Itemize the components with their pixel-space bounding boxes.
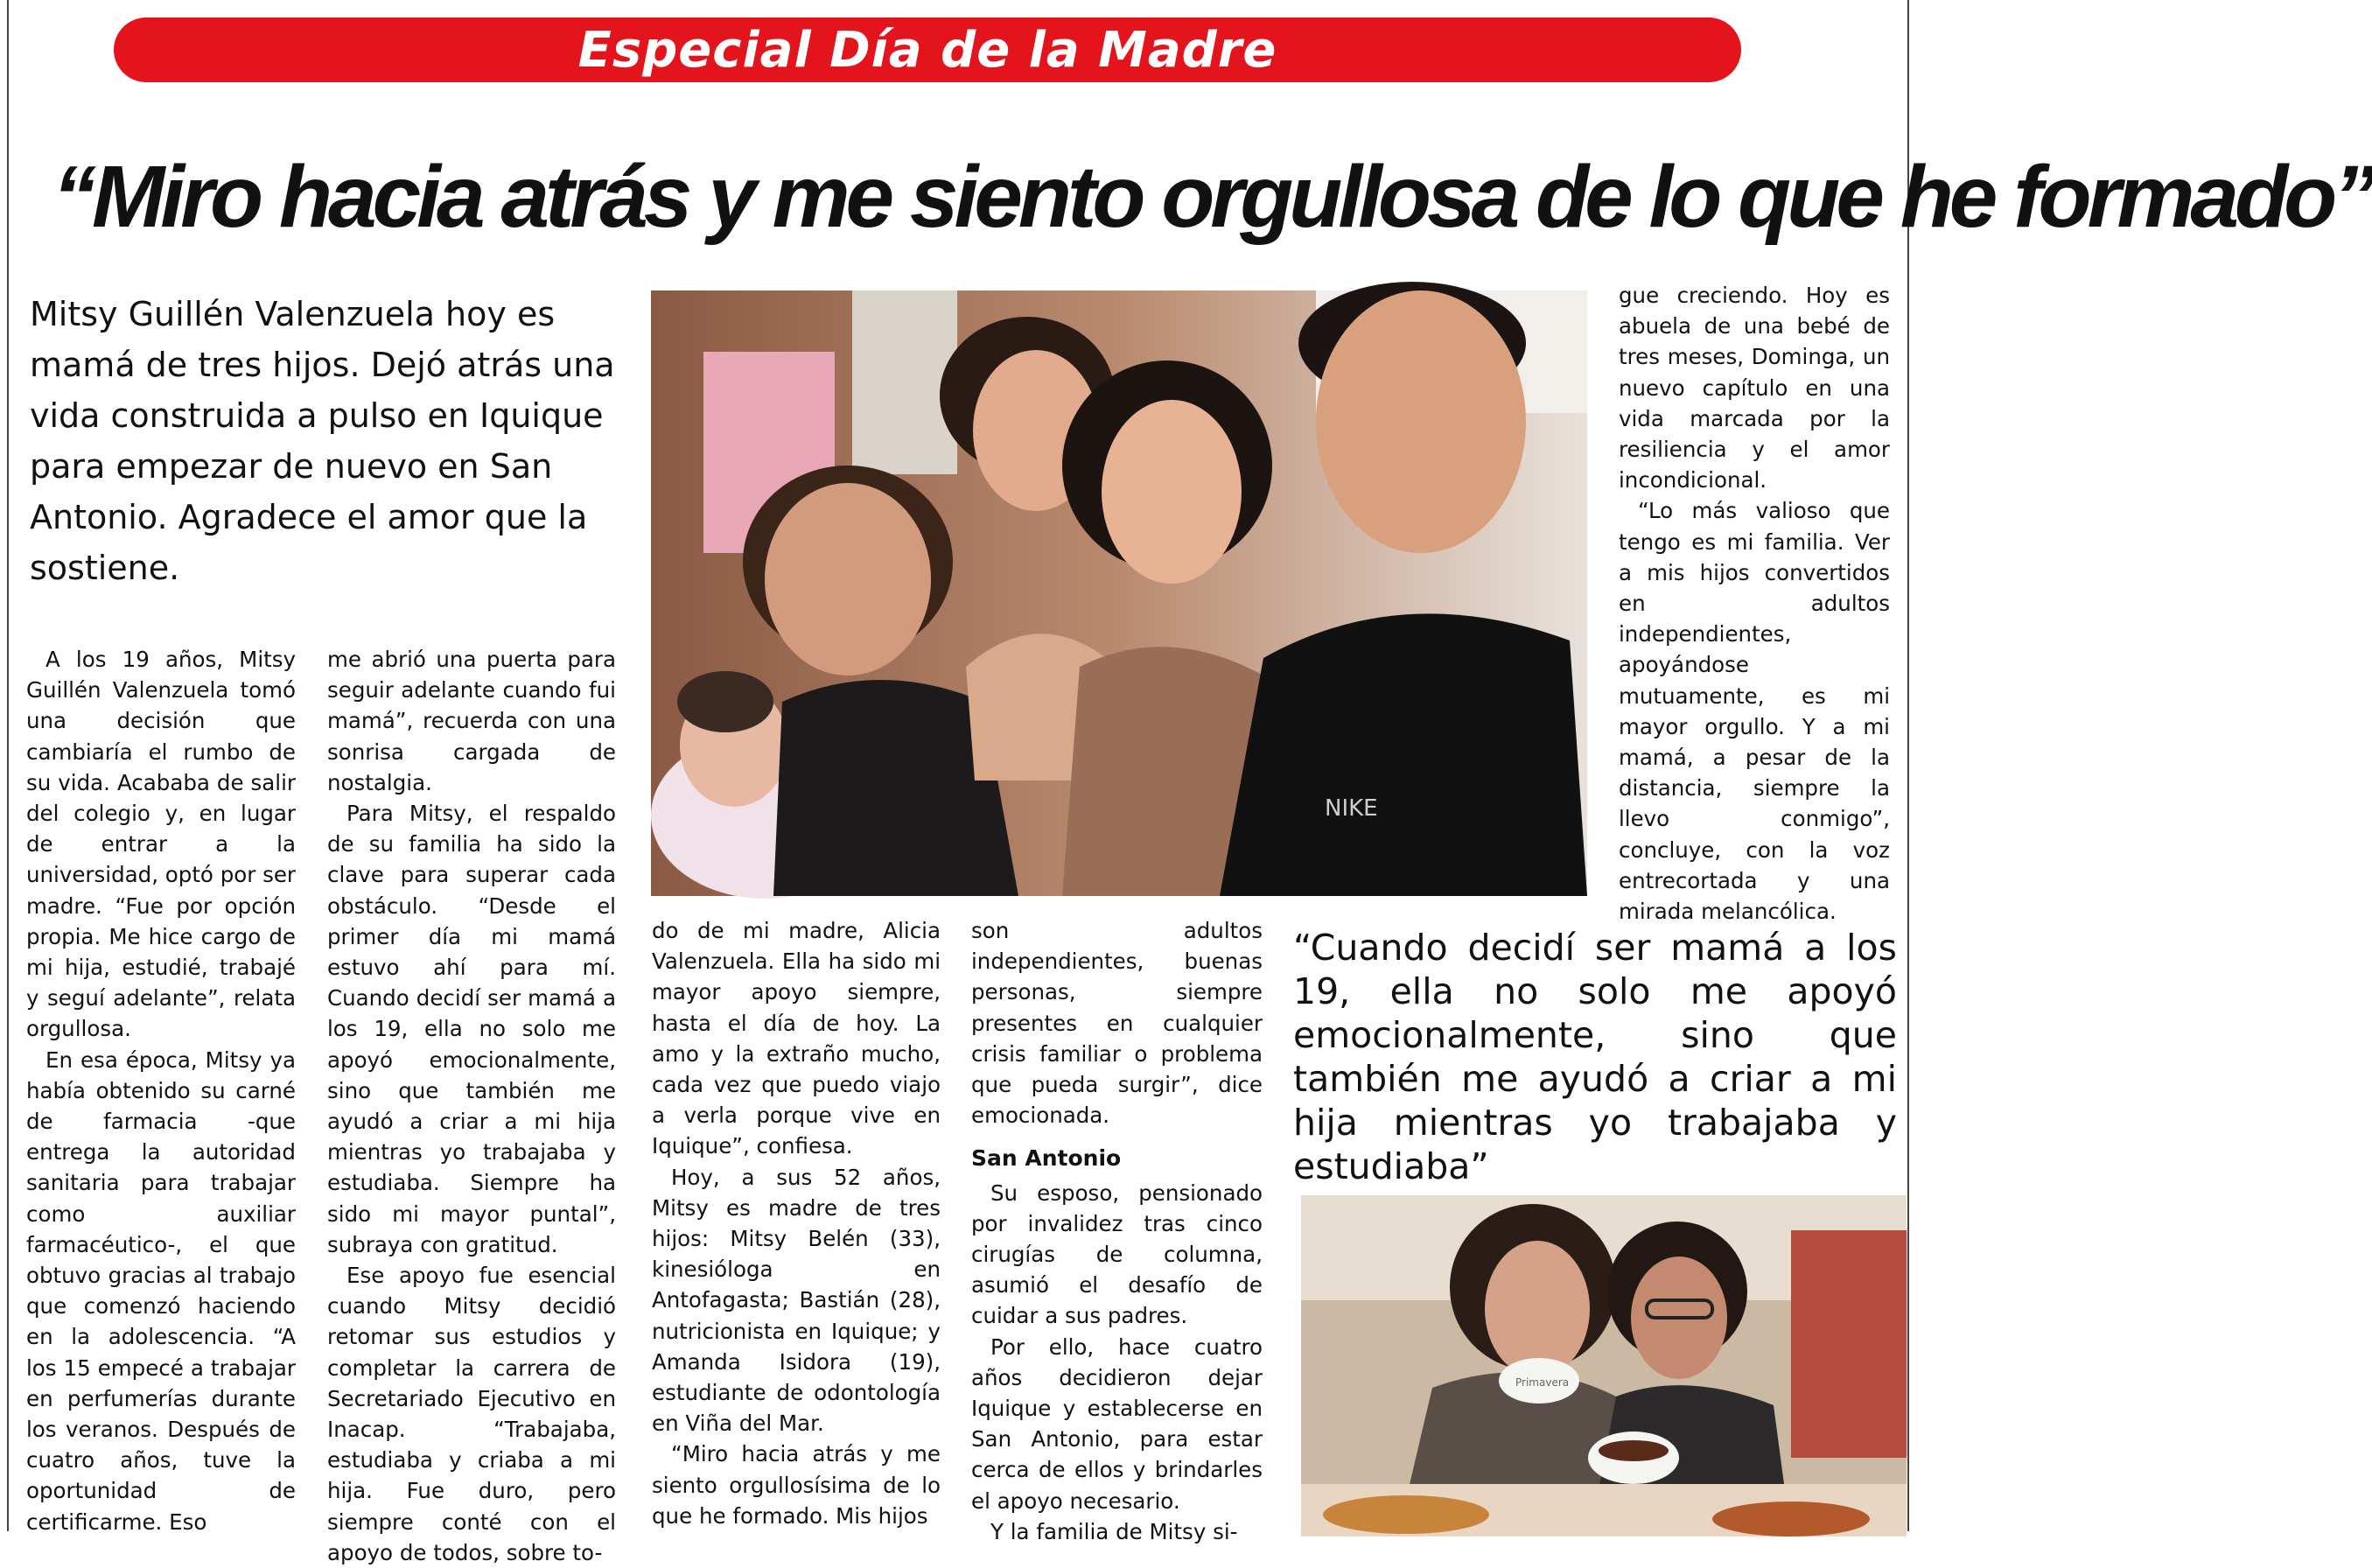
paragraph: “Lo más valioso que tengo es mi familia. Ver a mis hijos convertidos en adultos independientes, apoyándose mutuamente, es mi mayor orgullo. Y a mi mamá, a pesar de la distancia, siempre la llevo conmigo”, concluye, con la voz entrecortada y una mirada melancólica. [1619,498,1890,925]
headline: “Miro hacia atrás y me siento orgullosa de lo que he formado” [52,148,2372,246]
paragraph: Hoy, a sus 52 años, Mitsy es madre de tres hijos: Mitsy Belén (33), kinesióloga en Antofagasta; Bastián (28), nutricionista en Iquique; y Amanda Isidora (19), estudiante de odontología en Viña del Mar. [652,1164,941,1437]
family-selfie-photo [651,290,1587,896]
paragraph: “Miro hacia atrás y me siento orgullosísima de lo que he formado. Mis hijos [652,1441,941,1529]
paragraph: Para Mitsy, el respaldo de su familia ha sido la clave para superar cada obstáculo. “Desde el primer día mi mamá estuvo ahí para mí. Cuando decidí ser mamá a los 19, ella no solo me apoyó emocionalmente, sino que también me ayudó a criar a mi hija mientras yo trabajaba y estudiaba. Siempre ha sido mi mayor puntal”, subraya con gratitud. [327,801,616,1257]
lead-paragraph: Mitsy Guillén Valenzuela hoy es mamá de tres hijos. Dejó atrás una vida construida a pulso en Iquique para empezar de nuevo en San Antonio. Agradece el amor que la sostiene. [30,295,615,587]
paragraph: A los 19 años, Mitsy Guillén Valenzuela tomó una decisión que cambiaría el rumbo de su vida. Acababa de salir del colegio y, en lugar de entrar a la universidad, optó por ser madre. “Fue por opción propia. Me hice cargo de mi hija, estudié, trabajé y seguí adelante”, relata orgullosa. [26,647,297,1042]
column-3 [652,915,941,1531]
column-5 [1619,280,1890,927]
section-banner [114,18,1741,82]
paragraph: son adultos independientes, buenas personas, siempre presentes en cualquier crisis familiar o problema que pueda surgir”, dice emocionada. [971,918,1263,1129]
cup-brand-text: Primavera [1515,1376,1570,1389]
paragraph: Ese apoyo fue esencial cuando Mitsy decidió retomar sus estudios y completar la carrera de Secretariado Ejecutivo en Inacap. “Trabajaba, estudiaba y criaba a mi hija. Fue duro, pero siempre conté con el apoyo de todos, sobre to- [327,1263,616,1565]
paragraph: Su esposo, pensionado por invalidez tras cinco cirugías de columna, asumió el desafío de cuidar a sus padres. [971,1180,1263,1329]
section-label: Especial Día de la Madre [577,21,1277,79]
tea-photo-illustration [1301,1195,1907,1536]
paragraph: gue creciendo. Hoy es abuela de una bebé de tres meses, Dominga, un nuevo capítulo en una vida marcada por la resiliencia y el amor incondicional. [1619,283,1890,494]
paragraph: Por ello, hace cuatro años decidieron dejar Iquique y establecerse en San Antonio, para estar cerca de ellos y brindarles el apoyo necesario. [971,1334,1263,1514]
column-1 [26,644,296,1537]
pull-quote: “Cuando decidí ser mamá a los 19, ella no solo me apoyó emocionalmente, sino que también me ayudó a criar a mi hija mientras yo trabajaba y estudiaba” [1293,927,1897,1187]
paragraph: me abrió una puerta para seguir adelante cuando fui mamá”, recuerda con una sonrisa cargada de nostalgia. [327,647,616,795]
family-selfie-illustration [651,290,1587,896]
mother-daughter-tea-photo [1301,1195,1907,1536]
paragraph: Y la familia de Mitsy si- [990,1518,1238,1544]
paragraph: En esa época, Mitsy ya había obtenido su carné de farmacia -que entrega la autoridad sanitaria para trabajar como auxiliar farmacéutico-, el que obtuvo gracias al trabajo que comenzó haciendo en la adolescencia. “A los 15 empecé a trabajar en perfumerías durante los veranos. Después de cuatro años, tuve la oportunidad de certificarme. Eso [26,1046,296,1535]
subheading: San Antonio [971,1145,1122,1172]
column-2 [327,644,616,1568]
paragraph: do de mi madre, Alicia Valenzuela. Ella ha sido mi mayor apoyo siempre, hasta el día de hoy. La amo y la extraño mucho, cada vez que puedo viajo a verla porque vive en Iquique”, confiesa. [652,918,941,1159]
shirt-brand-text: NIKE [1325,795,1378,822]
column-4 [971,915,1263,1547]
